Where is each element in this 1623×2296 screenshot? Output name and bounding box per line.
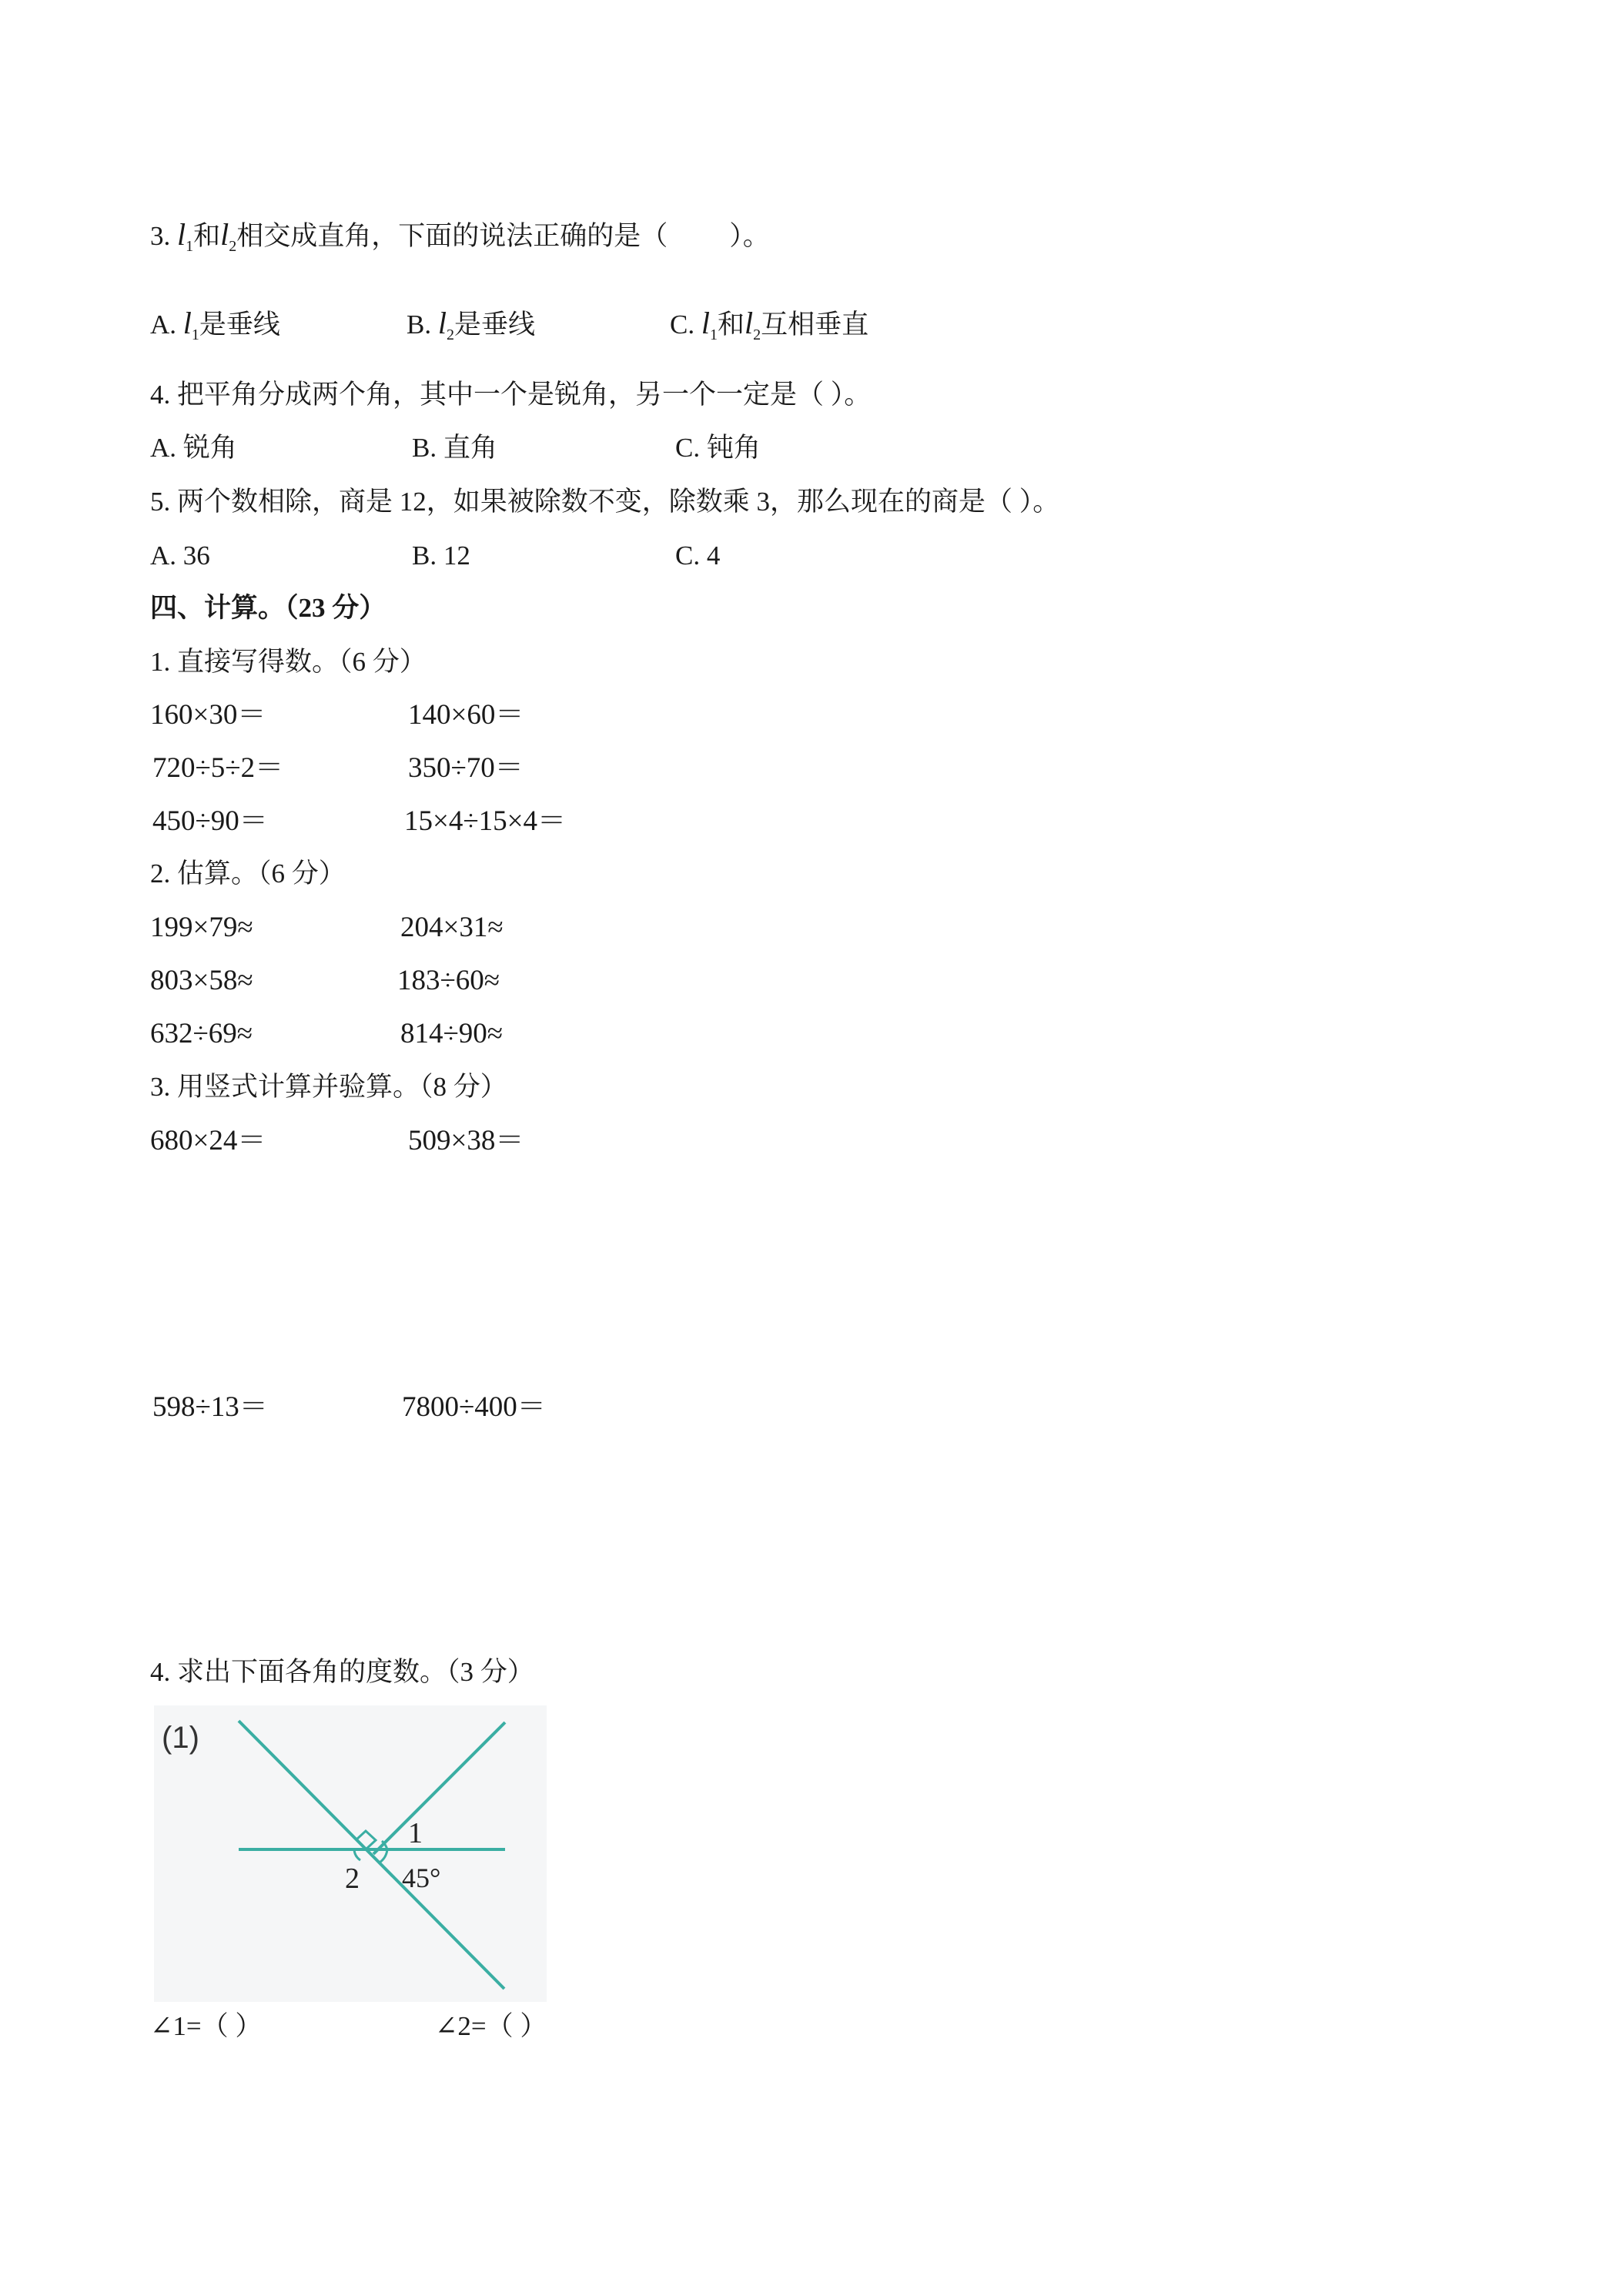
q5-stem: 5. 两个数相除，商是 12，如果被除数不变，除数乘 3，那么现在的商是（ ）。 — [150, 487, 1060, 517]
q3-stem — [150, 218, 770, 257]
q5-option-b: B. 12 — [412, 541, 470, 571]
vertical-calc-1: 680×24＝ — [150, 1125, 266, 1156]
q4-stem: 4. 把平角分成两个角，其中一个是锐角，另一个一定是（ ）。 — [150, 380, 872, 410]
expr-1-5: 450÷90＝ — [152, 805, 268, 837]
angle1-label: 1 — [408, 1817, 423, 1849]
estimate-4: 183÷60≈ — [397, 965, 500, 996]
sub-1: 1 — [186, 238, 194, 255]
expr-1-2: 140×60＝ — [408, 699, 524, 731]
q4-option-b: B. 直角 — [412, 433, 497, 463]
q4-option-c: C. 钝角 — [675, 433, 761, 463]
q3-and: 和 — [717, 310, 745, 340]
angle1-answer: ∠1=（ ） — [150, 2011, 263, 2041]
option-b-label: B. — [407, 310, 438, 340]
sub-2: 2 — [229, 238, 237, 255]
expr-1-6: 15×4÷15×4＝ — [404, 805, 567, 837]
angle-diagram — [154, 1705, 547, 2002]
option-c-label: C. — [670, 310, 701, 340]
estimate-2: 204×31≈ — [400, 912, 504, 943]
q3-option-b — [407, 306, 535, 346]
expr-1-4: 350÷70＝ — [408, 752, 524, 784]
sub-2: 2 — [446, 326, 454, 343]
q3-option-a — [150, 306, 280, 346]
q3-number: 3. — [150, 221, 177, 251]
angle45-arc — [380, 1849, 387, 1863]
vertical-calc-2: 509×38＝ — [408, 1125, 524, 1156]
section-heading: 四、计算。（23 分） — [150, 593, 387, 623]
vertical-calc-4: 7800÷400＝ — [402, 1391, 546, 1423]
q3-and: 和 — [193, 221, 221, 251]
option-a-text: 是垂线 — [199, 310, 280, 340]
option-b-text: 是垂线 — [453, 310, 535, 340]
var-l: l — [437, 306, 447, 340]
q3-blank-close: ）。 — [729, 221, 770, 251]
estimate-6: 814÷90≈ — [400, 1018, 504, 1049]
sub-1: 1 — [709, 326, 718, 343]
var-l1: l — [701, 306, 710, 340]
q5-option-a: A. 36 — [150, 541, 210, 571]
estimate-3: 803×58≈ — [150, 965, 253, 996]
var-l2: l — [745, 306, 754, 340]
angle2-arc — [354, 1849, 360, 1860]
q3-option-c — [670, 306, 868, 346]
var-l2: l — [220, 217, 229, 252]
expr-1-3: 720÷5÷2＝ — [152, 752, 284, 784]
sub-1: 1 — [191, 326, 199, 343]
q3-stem-rest: 相交成直角，下面的说法正确的是（ — [236, 221, 668, 251]
part4-title: 4. 求出下面各角的度数。（3 分） — [150, 1657, 534, 1687]
q4-option-a: A. 锐角 — [150, 433, 237, 463]
option-a-label: A. — [150, 310, 183, 340]
vertical-calc-3: 598÷13＝ — [152, 1391, 268, 1423]
option-c-text: 互相垂直 — [761, 310, 869, 340]
angle2-answer: ∠2=（ ） — [435, 2011, 547, 2041]
diagonal-line-up — [373, 1722, 505, 1854]
angle2-label: 2 — [345, 1863, 360, 1895]
angle-figure — [154, 1705, 547, 2002]
sub-2: 2 — [753, 326, 761, 343]
part2-title: 2. 估算。（6 分） — [150, 858, 346, 889]
part3-title: 3. 用竖式计算并验算。（8 分） — [150, 1072, 507, 1102]
var-l1: l — [177, 217, 186, 252]
figure-label: (1) — [162, 1721, 199, 1755]
var-l: l — [182, 306, 192, 340]
estimate-1: 199×79≈ — [150, 912, 253, 943]
estimate-5: 632÷69≈ — [150, 1018, 253, 1049]
part1-title: 1. 直接写得数。（6 分） — [150, 647, 427, 677]
expr-1-1: 160×30＝ — [150, 699, 266, 731]
angle45-label: 45° — [402, 1863, 441, 1893]
q5-option-c: C. 4 — [675, 541, 721, 571]
